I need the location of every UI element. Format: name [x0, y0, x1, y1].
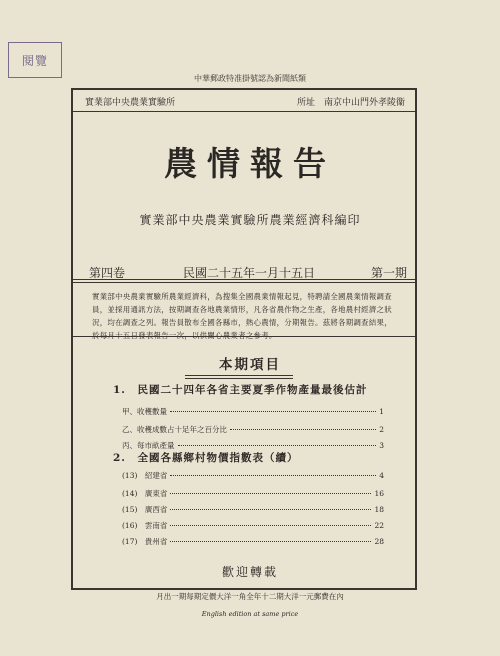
toc-item-page: 28 [374, 537, 384, 546]
toc-item-page: 18 [374, 505, 384, 514]
toc-title: 本期項目 [219, 357, 281, 373]
toc-item-page: 16 [374, 489, 384, 498]
stamp-text: 閱覽 [21, 53, 48, 68]
leader-dots [230, 429, 376, 430]
toc-item-label: (13) 紹建省 [122, 471, 168, 480]
leader-dots [178, 445, 377, 446]
issue-number: 第一期 [370, 266, 407, 280]
leader-dots [170, 525, 371, 526]
issue-divider-bottom [71, 282, 417, 283]
toc-title-underline-2 [185, 378, 293, 379]
leader-dots [170, 493, 371, 494]
toc-section-2: 2. 全國各縣鄉村物價指數表（續） [113, 452, 299, 464]
header-divider [71, 111, 417, 112]
institution-address: 所址 南京中山門外孝陵衞 [296, 98, 405, 108]
toc-section-1: 1. 民國二十四年各省主要夏季作物產量最後估計 [113, 384, 368, 396]
toc-item[interactable] [122, 520, 384, 531]
toc-item[interactable] [122, 424, 384, 435]
intro-paragraph: 實業部中央農業實驗所農業經濟科，為搜集全國農業情報起見，特聘請全國農業情報調查員，並採用通訊方法，按期調查各地農業情形，凡各省農作物之生產，各地農村經濟之狀況，均在調查之列。報告員散布全國各縣市，熱心農情，分期報告。茲將各期調查結果，於每月十五日發表報告一次，以供關心農業者之參考。 [92, 292, 392, 340]
toc-item[interactable] [122, 536, 384, 547]
toc-item-page: 4 [379, 471, 384, 480]
toc-item[interactable] [122, 504, 384, 515]
toc-title-underline [185, 375, 293, 376]
issue-divider-top [71, 279, 417, 280]
institution-name: 實業部中央農業實驗所 [85, 98, 176, 108]
toc-item-label: (16) 雲南省 [122, 521, 168, 530]
leader-dots [170, 509, 371, 510]
subscription-note: 月出一期每期定價大洋一角全年十二期大洋一元郵費在內 [156, 592, 344, 601]
leader-dots [170, 411, 376, 412]
postal-note: 中華郵政特准掛號認為新聞紙類 [194, 74, 306, 83]
toc-item-page: 1 [379, 407, 384, 416]
toc-item-page: 22 [374, 521, 384, 530]
toc-item-label: 丙、每市畝產量 [122, 441, 175, 450]
toc-item[interactable] [122, 488, 384, 499]
report-title: 農情報告 [164, 144, 336, 183]
volume-label: 第四卷 [89, 266, 126, 280]
leader-dots [170, 541, 371, 542]
toc-item[interactable] [122, 406, 384, 417]
welcome-reprint-note: 歡迎轉載 [221, 565, 278, 579]
toc-item-page: 2 [379, 425, 384, 434]
toc-item-label: (17) 貴州省 [122, 537, 168, 546]
english-edition-note: English edition at same price [201, 610, 299, 618]
toc-item-page: 3 [379, 441, 384, 450]
toc-item-label: 乙、收穫成數占十足年之百分比 [122, 425, 227, 434]
toc-item-label: 甲、收穫數量 [122, 407, 167, 416]
toc-item-label: (14) 廣東省 [122, 489, 168, 498]
toc-item-label: (15) 廣西省 [122, 505, 168, 514]
toc-item[interactable] [122, 470, 384, 481]
publisher-line: 實業部中央農業實驗所農業經濟科編印 [139, 213, 361, 227]
intro-divider [71, 336, 417, 337]
issue-date: 民國二十五年一月十五日 [183, 266, 316, 280]
leader-dots [170, 475, 376, 476]
